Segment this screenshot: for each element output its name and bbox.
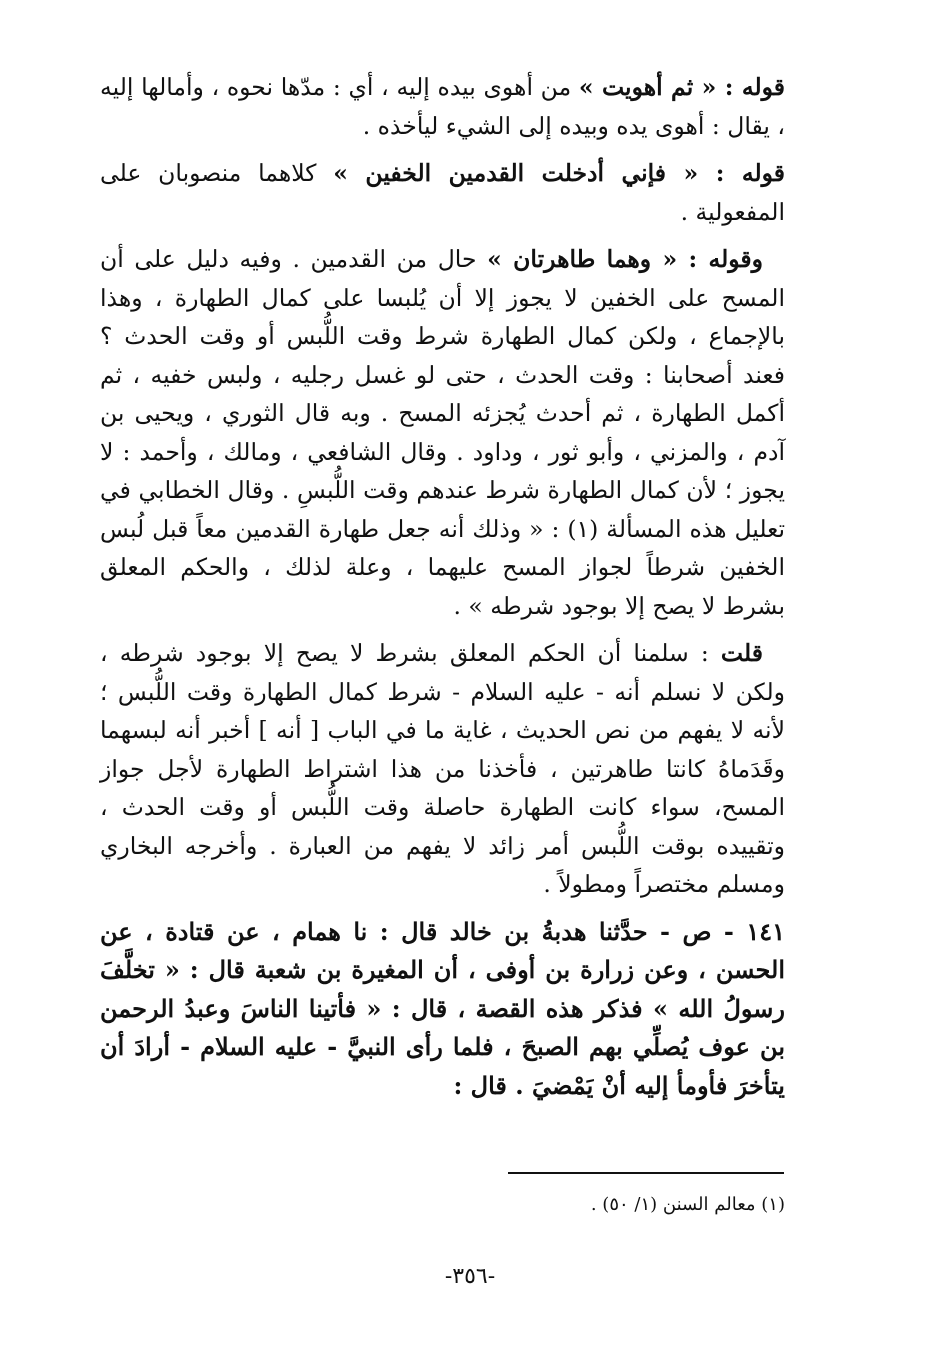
paragraph-4: [100, 634, 785, 904]
paragraph-3-text: حال من القدمين . وفيه دليل على أن المسح على الخفين لا يجوز إلا أن يُلبسا على كمال الطهارة ، وهذا بالإجماع ، ولكن كمال الطهارة شرط وقت اللُّبس أو وقت الحدث ؟ فعند أصحابنا : وقت الحدث ، حتى لو غسل رجليه ، ولبس خفيه ، ثم أكمل الطهارة ، ثم أحدث يُجزئه المسح . وبه قال الثوري ، ويحيى بن آدم ، والمزني ، وأبو ثور ، وداود . وقال الشافعي ، ومالك ، وأحمد : لا يجوز ؛ لأن كمال الطهارة شرط عندهم وقت اللُّبسِ . وقال الخطابي في تعليل هذه المسألة (١) : « وذلك أنه جعل طهارة القدمين معاً قبل لُبس الخفين شرطاً لجواز المسح عليهما ، وعلة لذلك ، والحكم المعلق بشرط لا يصح إلا بوجود شرطه » .: [100, 245, 785, 620]
paragraph-2-text: كلاهما منصوبان على المفعولية .: [100, 159, 785, 226]
hadith-141: ١٤١ - ص - حدَّثنا هدبةُ بن خالد قال : نا همام ، عن قتادة ، عن الحسن ، وعن زرارة بن أوفى ، أن المغيرة بن شعبة قال : « تخلَّفَ رسولُ الله » فذكر هذه القصة ، قال : « فأتينا الناسَ وعبدُ الرحمن بن عوف يُصلِّي بهم الصبحَ ، فلما رأى النبيَّ - عليه السلام - أرادَ أن يتأخرَ فأومأ إليه أنْ يَمْضيَ . قال :: [100, 916, 785, 1100]
paragraph-4-text: : سلمنا أن الحكم المعلق بشرط لا يصح إلا بوجود شرطه ، ولكن لا نسلم أنه - عليه السلام - شرط كمال الطهارة وقت اللُّبس ؛ لأنه لا يفهم من نص الحديث ، غاية ما في الباب [ أنه ] أخبر أنه لبسهما وقَدَماهُ كانتا طاهرتين ، فأخذنا من هذا اشتراط الطهارة لأجل جواز المسح، سواء كانت الطهارة حاصلة وقت اللُّبس أو وقت الحدث ، وتقييده بوقت اللُّبس أمر زائد لا يفهم من العبارة . وأخرجه البخاري ومسلم مختصراً ومطولاً .: [100, 639, 785, 898]
paragraph-4-lead: قلت: [720, 639, 763, 667]
page-number: -٣٥٦-: [444, 1264, 496, 1289]
paragraph-3: [100, 240, 785, 625]
paragraph-1: [100, 68, 785, 145]
paragraph-3-lead: وقوله : « وهما طاهرتان »: [487, 245, 763, 273]
footnote-divider: [508, 1172, 784, 1174]
paragraph-2-lead: قوله : « فإني أدخلت القدمين الخفين »: [333, 159, 785, 187]
paragraph-2: [100, 154, 785, 231]
footnote: (١) معالم السنن (١/ ٥٠) .: [590, 1194, 785, 1215]
paragraph-1-lead: قوله : « ثم أهويت »: [578, 73, 785, 101]
paragraph-1-text: من أهوى بيده إليه ، أي : مدّها نحوه ، وأمالها إليه ، يقال : أهوى يده وبيده إلى الشيء ليأخذه .: [100, 73, 785, 140]
page-body: [100, 68, 785, 1114]
